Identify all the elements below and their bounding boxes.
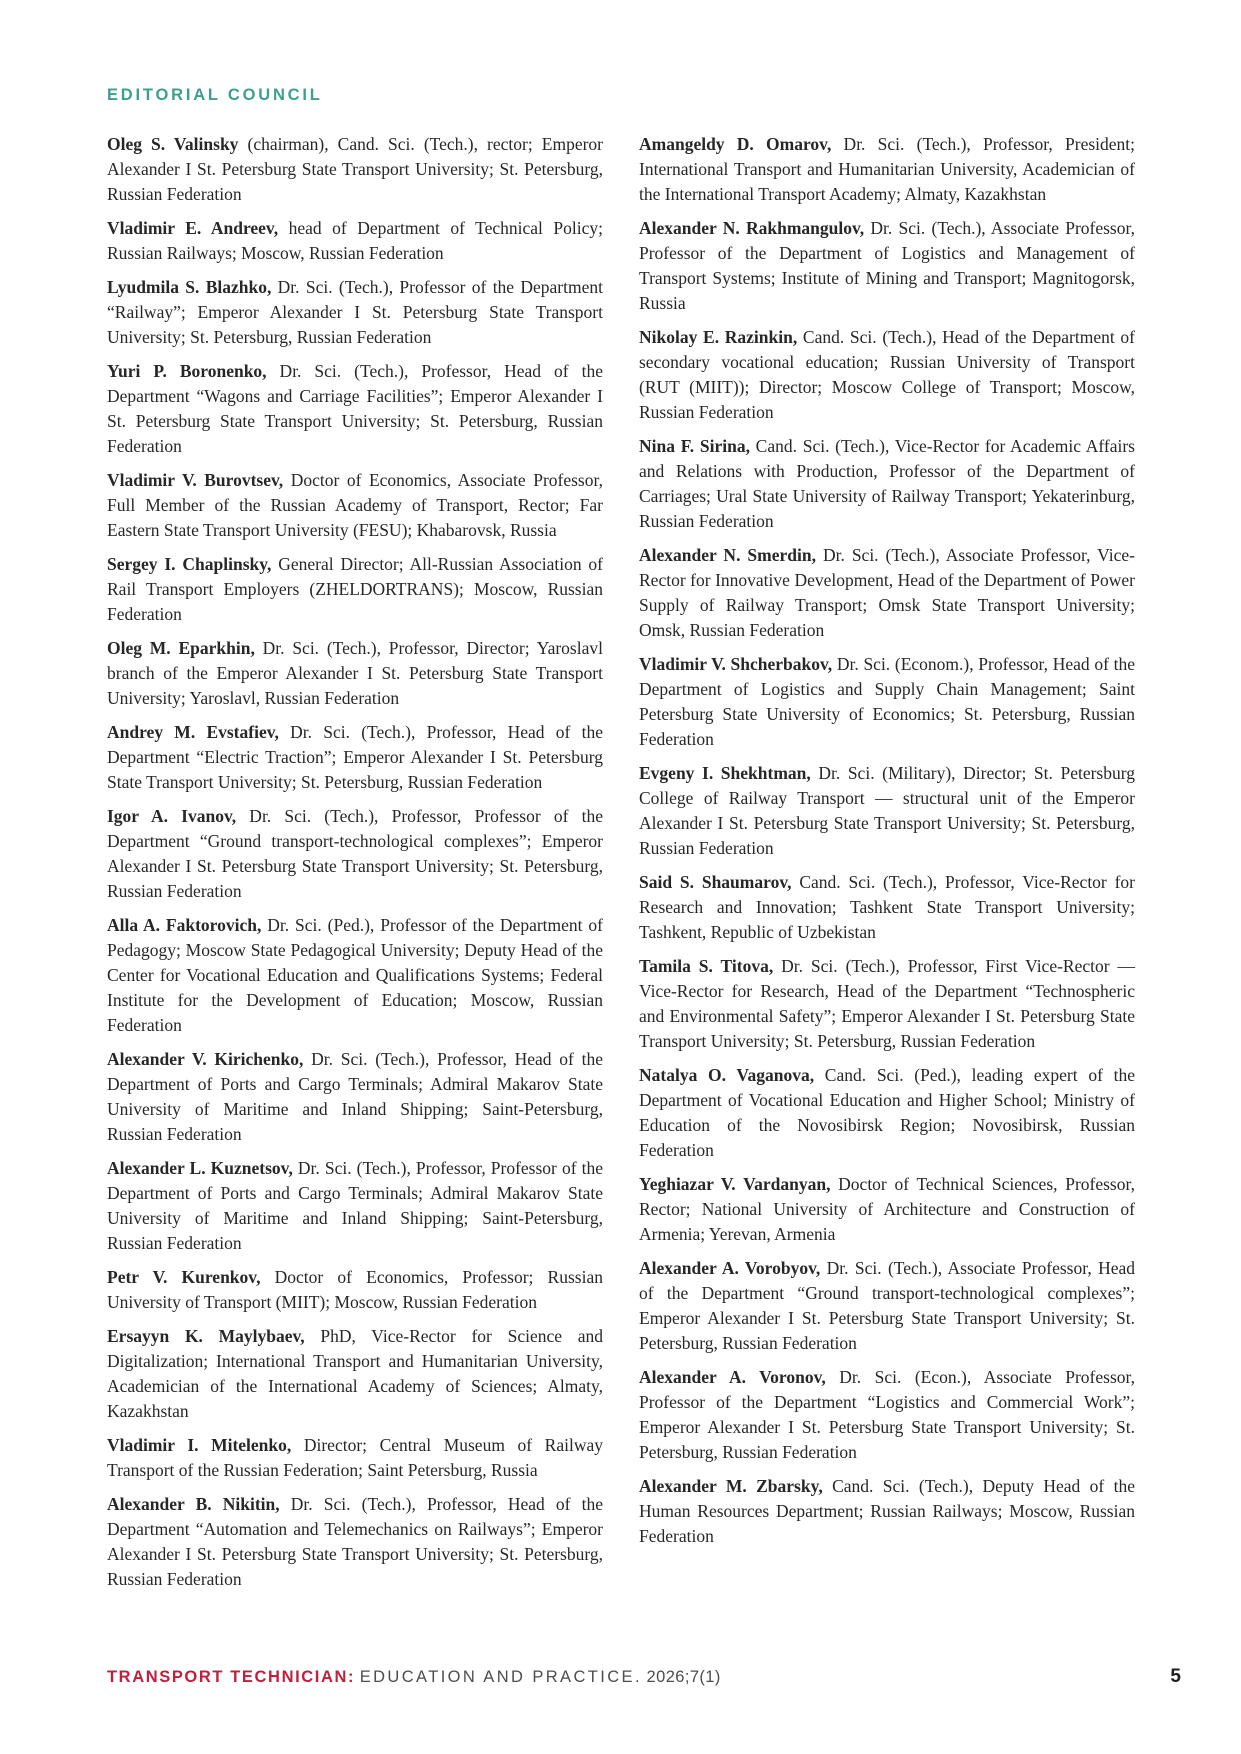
council-columns: [107, 132, 1135, 1601]
journal-title: TRANSPORT TECHNICIAN:: [107, 1668, 356, 1686]
member-name: Igor A. Ivanov,: [107, 806, 237, 826]
council-column-left: [107, 132, 603, 1601]
member-details: Dr. Sci. (Econom.), Professor, Head of the Department of Logistics and Supply Chain Management; Saint Petersburg State University of Economics; St. Petersburg, Russian Federation: [639, 654, 1135, 749]
member-name: Alexander L. Kuznetsov,: [107, 1158, 293, 1178]
council-member: [107, 636, 603, 711]
council-member: [107, 1433, 603, 1483]
council-member: [107, 720, 603, 795]
journal-subtitle: EDUCATION AND PRACTICE.: [359, 1668, 642, 1686]
member-details: Cand. Sci. (Tech.), Deputy Head of the Human Resources Department; Russian Railways; Moscow, Russian Federation: [639, 1476, 1136, 1546]
member-name: Alla A. Faktorovich,: [107, 915, 262, 935]
member-details: Dr. Sci. (Military), Director; St. Petersburg College of Railway Transport — structural unit of the Emperor Alexander I St. Petersburg State Transport University; St. Petersburg, Russian Federation: [639, 763, 1135, 858]
member-details: Doctor of Economics, Associate Professor, Full Member of the Russian Academy of Transport, Rector; Far Eastern State Transport University (FESU); Khabarovsk, Russia: [107, 470, 603, 540]
member-details: Dr. Sci. (Tech.), Professor, Head of the Department of Ports and Cargo Terminals; Admiral Makarov State University of Maritime and Inland Shipping; Saint-Petersburg, Russian Federation: [107, 1049, 603, 1144]
issue-info: 2026;7(1): [646, 1668, 721, 1686]
member-details: Director; Central Museum of Railway Transport of the Russian Federation; Saint Petersburg, Russia: [107, 1435, 603, 1480]
member-name: Vladimir E. Andreev,: [107, 218, 279, 238]
council-member: [639, 954, 1135, 1054]
member-details: Dr. Sci. (Tech.), Professor, Professor of the Department of Ports and Cargo Terminals; Admiral Makarov State University of Maritime and Inland Shipping; Saint-Petersburg, Russian Federation: [107, 1158, 603, 1253]
member-details: Dr. Sci. (Econ.), Associate Professor, Professor of the Department “Logistics and Commercial Work”; Emperor Alexander I St. Petersburg State Transport University; St. Petersburg, Russian Federation: [639, 1367, 1136, 1462]
council-member: [639, 1256, 1135, 1356]
member-details: Dr. Sci. (Tech.), Professor, Head of the Department “Wagons and Carriage Facilities”; Emperor Alexander I St. Petersburg State Transport University; St. Petersburg, Russian Federation: [107, 361, 603, 456]
council-member: [639, 761, 1135, 861]
member-name: Alexander N. Smerdin,: [639, 545, 816, 565]
member-details: (chairman), Cand. Sci. (Tech.), rector; Emperor Alexander I St. Petersburg State Transport University; St. Petersburg, Russian Federation: [107, 134, 603, 204]
council-member: [639, 1063, 1135, 1163]
council-member: [639, 870, 1135, 945]
member-details: Dr. Sci. (Tech.), Professor of the Department “Railway”; Emperor Alexander I St. Petersburg State Transport University; St. Petersburg, Russian Federation: [107, 277, 603, 347]
member-details: Dr. Sci. (Tech.), Associate Professor, Professor of the Department of Logistics and Management of Transport Systems; Institute of Mining and Transport; Magnitogorsk, Russia: [639, 218, 1135, 313]
member-details: Cand. Sci. (Tech.), Head of the Department of secondary vocational education; Russian University of Transport (RUT (MIIT)); Director; Moscow College of Transport; Moscow, Russian Federation: [639, 327, 1135, 422]
member-name: Vladimir V. Burovtsev,: [107, 470, 284, 490]
member-name: Alexander N. Rakhmangulov,: [639, 218, 865, 238]
member-details: Dr. Sci. (Tech.), Professor, First Vice-Rector — Vice-Rector for Research, Head of the Department “Technospheric and Environmental Safety”; Emperor Alexander I St. Petersburg State Transport University; St. Petersburg, Russian Federation: [639, 956, 1135, 1051]
council-member: [639, 434, 1135, 534]
member-name: Alexander M. Zbarsky,: [639, 1476, 823, 1496]
member-details: head of Department of Technical Policy; Russian Railways; Moscow, Russian Federation: [107, 218, 603, 263]
page-title: EDITORIAL COUNCIL: [107, 86, 323, 104]
council-member: [107, 804, 603, 904]
council-member: [639, 652, 1135, 752]
member-name: Oleg M. Eparkhin,: [107, 638, 255, 658]
member-name: Yeghiazar V. Vardanyan,: [639, 1174, 831, 1194]
member-name: Andrey M. Evstafiev,: [107, 722, 279, 742]
member-details: Cand. Sci. (Tech.), Professor, Vice-Rector for Research and Innovation; Tashkent State Transport University; Tashkent, Republic of Uzbekistan: [639, 872, 1135, 942]
member-details: Cand. Sci. (Tech.), Vice-Rector for Academic Affairs and Relations with Production, Professor of the Department of Carriages; Ural State University of Railway Transport; Yekaterinburg, Russian Federation: [639, 436, 1135, 531]
member-name: Ersayyn K. Maylybaev,: [107, 1326, 305, 1346]
member-name: Vladimir V. Shcherbakov,: [639, 654, 833, 674]
page-number: 5: [1170, 1666, 1181, 1687]
council-member: [107, 468, 603, 543]
member-name: Natalya O. Vaganova,: [639, 1065, 815, 1085]
member-details: Cand. Sci. (Ped.), leading expert of the Department of Vocational Education and Higher School; Ministry of Education of the Novosibirsk Region; Novosibirsk, Russian Federation: [639, 1065, 1135, 1160]
council-member: [107, 1492, 603, 1592]
member-name: Evgeny I. Shekhtman,: [639, 763, 811, 783]
member-name: Petr V. Kurenkov,: [107, 1267, 261, 1287]
member-name: Oleg S. Valinsky: [107, 134, 239, 154]
member-name: Alexander V. Kirichenko,: [107, 1049, 304, 1069]
council-member: [107, 552, 603, 627]
member-details: Dr. Sci. (Tech.), Professor, Head of the Department “Electric Traction”; Emperor Alexander I St. Petersburg State Transport University; St. Petersburg, Russian Federation: [107, 722, 603, 792]
council-member: [107, 1047, 603, 1147]
council-member: [639, 216, 1135, 316]
council-member: [107, 913, 603, 1038]
member-details: Dr. Sci. (Tech.), Professor, Professor of the Department “Ground transport-technological complexes”; Emperor Alexander I St. Petersburg State Transport University; St. Petersburg, Russian Federation: [107, 806, 603, 901]
member-name: Said S. Shaumarov,: [639, 872, 792, 892]
member-details: Dr. Sci. (Tech.), Professor, Head of the Department “Automation and Telemechanics on Railways”; Emperor Alexander I St. Petersburg State Transport University; St. Petersburg, Russian Federation: [107, 1494, 603, 1589]
council-member: [639, 325, 1135, 425]
council-member: [107, 359, 603, 459]
council-member: [639, 132, 1135, 207]
council-column-right: [639, 132, 1135, 1601]
member-details: Dr. Sci. (Tech.), Professor, Director; Yaroslavl branch of the Emperor Alexander I St. Petersburg State Transport University; Yaroslavl, Russian Federation: [107, 638, 603, 708]
member-name: Tamila S. Titova,: [639, 956, 774, 976]
council-member: [639, 1365, 1135, 1465]
council-member: [107, 275, 603, 350]
member-name: Lyudmila S. Blazhko,: [107, 277, 272, 297]
council-member: [639, 1172, 1135, 1247]
council-member: [107, 1156, 603, 1256]
member-name: Yuri P. Boronenko,: [107, 361, 267, 381]
member-details: Doctor of Economics, Professor; Russian University of Transport (MIIT); Moscow, Russian Federation: [107, 1267, 603, 1312]
council-member: [639, 543, 1135, 643]
member-details: PhD, Vice-Rector for Science and Digitalization; International Transport and Humanitarian University, Academician of the International Academy of Sciences; Almaty, Kazakhstan: [107, 1326, 603, 1421]
council-member: [107, 132, 603, 207]
member-details: Dr. Sci. (Tech.), Associate Professor, Head of the Department “Ground transport-technological complexes”; Emperor Alexander I St. Petersburg State Transport University; St. Petersburg, Russian Federation: [639, 1258, 1135, 1353]
member-name: Nikolay E. Razinkin,: [639, 327, 798, 347]
member-name: Alexander B. Nikitin,: [107, 1494, 280, 1514]
member-details: General Director; All-Russian Association of Rail Transport Employers (ZHELDORTRANS); Moscow, Russian Federation: [107, 554, 604, 624]
member-details: Doctor of Technical Sciences, Professor, Rector; National University of Architecture and Construction of Armenia; Yerevan, Armenia: [639, 1174, 1135, 1244]
member-name: Alexander A. Vorobyov,: [639, 1258, 821, 1278]
member-name: Sergey I. Chaplinsky,: [107, 554, 272, 574]
council-member: [639, 1474, 1135, 1549]
council-member: [107, 1265, 603, 1315]
member-name: Alexander A. Voronov,: [639, 1367, 826, 1387]
member-details: Dr. Sci. (Ped.), Professor of the Department of Pedagogy; Moscow State Pedagogical University; Deputy Head of the Center for Vocational Education and Qualifications Systems; Federal Institute for the Development of Education; Moscow, Russian Federation: [107, 915, 603, 1035]
member-name: Nina F. Sirina,: [639, 436, 750, 456]
member-details: Dr. Sci. (Tech.), Professor, President; International Transport and Humanitarian University, Academician of the International Transport Academy; Almaty, Kazakhstan: [639, 134, 1135, 204]
page-footer: [107, 1668, 1007, 1687]
member-name: Amangeldy D. Omarov,: [639, 134, 832, 154]
member-name: Vladimir I. Mitelenko,: [107, 1435, 292, 1455]
member-details: Dr. Sci. (Tech.), Associate Professor, Vice-Rector for Innovative Development, Head of the Department of Power Supply of Railway Transport; Omsk State Transport University; Omsk, Russian Federation: [639, 545, 1135, 640]
council-member: [107, 216, 603, 266]
council-member: [107, 1324, 603, 1424]
editorial-council-page: [107, 0, 1135, 1601]
